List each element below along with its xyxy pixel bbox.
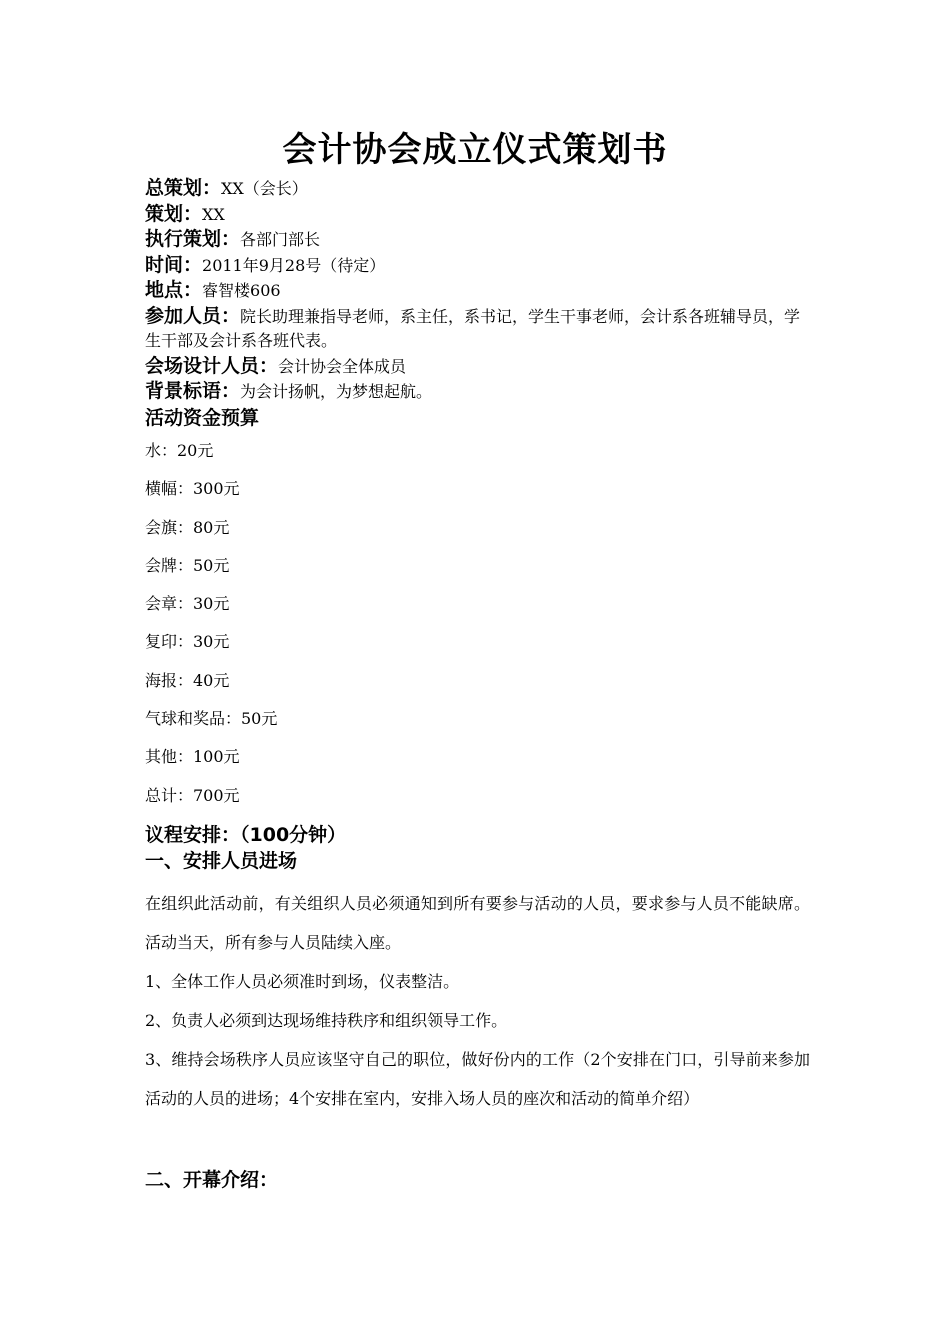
budget-item: 总计：700元 bbox=[145, 785, 240, 805]
budget-item: 复印：30元 bbox=[145, 632, 230, 652]
budget-item: 会章：30元 bbox=[145, 594, 230, 614]
info-row-chief-planner bbox=[145, 176, 810, 202]
info-key: 会场设计人员： bbox=[145, 354, 279, 377]
info-value: 各部门部长 bbox=[240, 230, 321, 249]
budget-heading: 活动资金预算 bbox=[145, 406, 260, 429]
agenda-title: 议程安排：（100分钟） bbox=[145, 824, 347, 846]
info-row-planner bbox=[145, 202, 810, 228]
info-key: 地点： bbox=[145, 279, 203, 301]
info-value: 睿智楼606 bbox=[202, 281, 281, 300]
info-key: 时间： bbox=[145, 253, 203, 276]
info-row-location bbox=[145, 278, 810, 304]
budget-item: 水：20元 bbox=[145, 441, 214, 460]
info-value: 为会计扬帆，为梦想起航。 bbox=[240, 382, 433, 401]
info-row-venue-designers bbox=[145, 354, 810, 380]
budget-list bbox=[145, 436, 277, 819]
agenda-section-heading-2: 二、开幕介绍： bbox=[145, 1169, 279, 1191]
budget-item: 会旗：80元 bbox=[145, 517, 230, 537]
info-row-executive-planner bbox=[145, 227, 810, 253]
info-value: 会计协会全体成员 bbox=[278, 356, 407, 376]
info-value: 院长助理兼指导老师，系主任，系书记，学生干事老师，会计系各班辅导员，学生干部及会计系各班代表。 bbox=[145, 306, 801, 350]
budget-item: 其他：100元 bbox=[145, 747, 240, 767]
info-key: 背景标语： bbox=[145, 380, 241, 402]
info-value: XX bbox=[202, 204, 225, 224]
info-key: 参加人员： bbox=[145, 304, 241, 327]
info-block bbox=[145, 176, 810, 431]
agenda-section bbox=[145, 822, 810, 1118]
info-key: 策划： bbox=[145, 202, 203, 225]
agenda-item: 1、全体工作人员必须准时到场，仪表整洁。 bbox=[145, 972, 460, 991]
budget-item: 气球和奖品：50元 bbox=[145, 709, 278, 729]
agenda-intro-paragraph: 在组织此活动前，有关组织人员必须通知到所有要参与活动的人员，要求参与人员不能缺席。活动当天，所有参与人员陆续入座。 bbox=[145, 894, 810, 952]
info-key: 总策划： bbox=[145, 177, 222, 199]
info-key: 执行策划： bbox=[145, 228, 241, 250]
document-title: 会计协会成立仪式策划书 bbox=[282, 130, 668, 170]
info-row-time bbox=[145, 253, 810, 279]
agenda-section-heading: 一、安排人员进场 bbox=[145, 850, 298, 872]
agenda-item: 3、维持会场秩序人员应该坚守自己的职位，做好份内的工作（2个安排在门口，引导前来参加活动的人员的进场；4个安排在室内，安排入场人员的座次和活动的简单介绍） bbox=[145, 1050, 810, 1108]
info-value: XX（会长） bbox=[221, 179, 308, 198]
agenda-item: 2、负责人必须到达现场维持秩序和组织领导工作。 bbox=[145, 1011, 508, 1030]
budget-item: 横幅：300元 bbox=[145, 479, 240, 499]
budget-item: 海报：40元 bbox=[145, 670, 230, 690]
info-row-participants bbox=[145, 304, 810, 354]
budget-item: 会牌：50元 bbox=[145, 555, 230, 575]
info-row-slogan bbox=[145, 379, 810, 405]
info-value: 2011年9月28号（待定） bbox=[202, 255, 386, 275]
